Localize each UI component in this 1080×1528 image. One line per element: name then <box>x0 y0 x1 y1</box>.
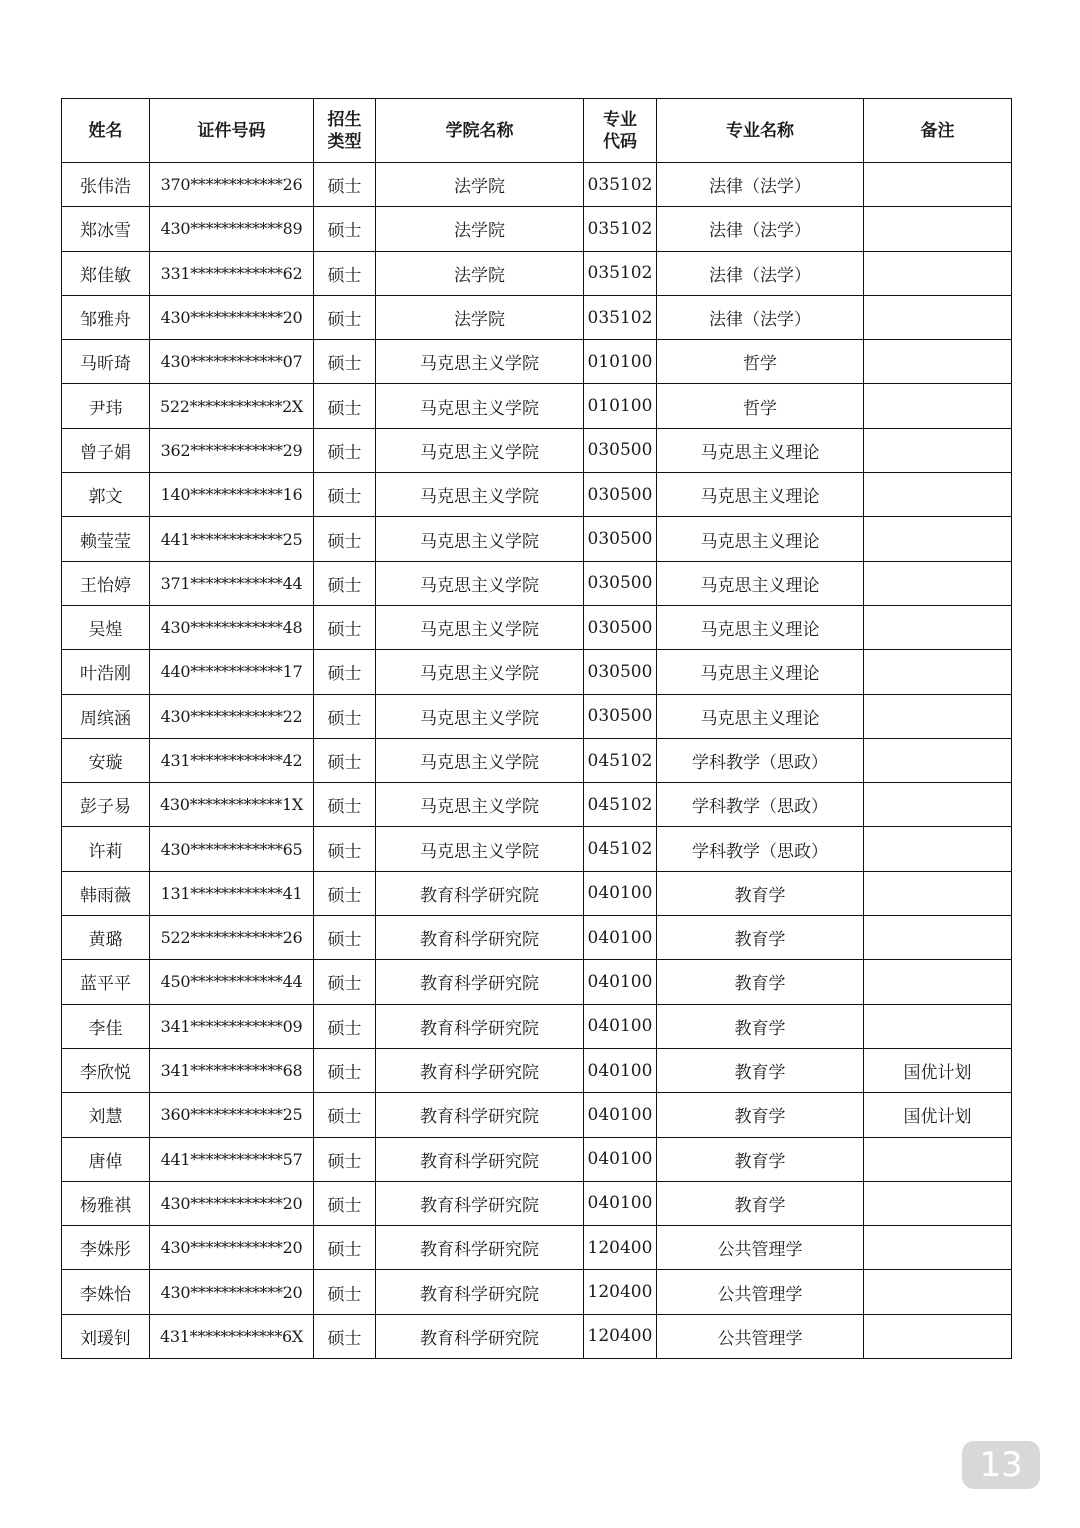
cell-major-code: 040100 <box>584 871 657 915</box>
cell-college: 马克思主义学院 <box>376 650 584 694</box>
cell-major-name: 教育学 <box>657 1093 864 1137</box>
cell-enrollment-type: 硕士 <box>314 295 376 339</box>
cell-major-name: 教育学 <box>657 871 864 915</box>
cell-id-number: 431************6X <box>150 1314 314 1358</box>
cell-major-code: 040100 <box>584 1048 657 1092</box>
table-row <box>62 650 1012 694</box>
cell-name: 彭子易 <box>62 783 150 827</box>
table-row <box>62 251 1012 295</box>
cell-enrollment-type: 硕士 <box>314 251 376 295</box>
cell-enrollment-type: 硕士 <box>314 340 376 384</box>
cell-major-code: 035102 <box>584 163 657 207</box>
header-major-code-line1: 专业 <box>603 109 637 130</box>
cell-major-code: 120400 <box>584 1270 657 1314</box>
header-note: 备注 <box>864 99 1012 163</box>
cell-id-number: 371************44 <box>150 561 314 605</box>
cell-name: 郑冰雪 <box>62 207 150 251</box>
cell-name: 尹玮 <box>62 384 150 428</box>
cell-major-name: 公共管理学 <box>657 1314 864 1358</box>
cell-major-name: 公共管理学 <box>657 1226 864 1270</box>
cell-major-code: 030500 <box>584 473 657 517</box>
cell-id-number: 431************42 <box>150 738 314 782</box>
table-row <box>62 561 1012 605</box>
cell-id-number: 430************22 <box>150 694 314 738</box>
cell-id-number: 140************16 <box>150 473 314 517</box>
table-row <box>62 1181 1012 1225</box>
table-row <box>62 916 1012 960</box>
cell-major-code: 040100 <box>584 960 657 1004</box>
cell-major-name: 马克思主义理论 <box>657 650 864 694</box>
cell-major-code: 010100 <box>584 384 657 428</box>
page-number-badge: 13 <box>962 1441 1040 1489</box>
cell-id-number: 370************26 <box>150 163 314 207</box>
cell-note <box>864 738 1012 782</box>
cell-major-name: 学科教学（思政） <box>657 827 864 871</box>
cell-name: 李姝怡 <box>62 1270 150 1314</box>
cell-name: 韩雨薇 <box>62 871 150 915</box>
table-row <box>62 738 1012 782</box>
table-row <box>62 783 1012 827</box>
cell-major-name: 法律（法学） <box>657 207 864 251</box>
cell-note <box>864 251 1012 295</box>
cell-major-code: 040100 <box>584 1181 657 1225</box>
cell-note <box>864 827 1012 871</box>
cell-major-name: 教育学 <box>657 1004 864 1048</box>
cell-note <box>864 517 1012 561</box>
cell-major-code: 045102 <box>584 738 657 782</box>
cell-major-code: 120400 <box>584 1226 657 1270</box>
cell-name: 马昕琦 <box>62 340 150 384</box>
cell-note <box>864 871 1012 915</box>
cell-id-number: 331************62 <box>150 251 314 295</box>
cell-enrollment-type: 硕士 <box>314 960 376 1004</box>
cell-name: 郭文 <box>62 473 150 517</box>
cell-major-code: 040100 <box>584 1004 657 1048</box>
cell-note <box>864 1004 1012 1048</box>
header-enrollment-type <box>314 99 376 163</box>
cell-id-number: 441************57 <box>150 1137 314 1181</box>
cell-enrollment-type: 硕士 <box>314 1093 376 1137</box>
cell-enrollment-type: 硕士 <box>314 871 376 915</box>
cell-name: 邹雅舟 <box>62 295 150 339</box>
cell-name: 叶浩刚 <box>62 650 150 694</box>
cell-note <box>864 384 1012 428</box>
cell-major-code: 035102 <box>584 251 657 295</box>
cell-college: 马克思主义学院 <box>376 473 584 517</box>
cell-college: 马克思主义学院 <box>376 384 584 428</box>
header-college: 学院名称 <box>376 99 584 163</box>
cell-college: 教育科学研究院 <box>376 871 584 915</box>
cell-id-number: 430************20 <box>150 1181 314 1225</box>
cell-major-name: 法律（法学） <box>657 251 864 295</box>
cell-id-number: 440************17 <box>150 650 314 694</box>
cell-major-name: 马克思主义理论 <box>657 473 864 517</box>
cell-college: 马克思主义学院 <box>376 694 584 738</box>
table-row <box>62 694 1012 738</box>
cell-note <box>864 163 1012 207</box>
cell-note <box>864 1181 1012 1225</box>
cell-id-number: 341************09 <box>150 1004 314 1048</box>
cell-college: 教育科学研究院 <box>376 1314 584 1358</box>
table-row <box>62 605 1012 649</box>
table-row <box>62 1314 1012 1358</box>
cell-note <box>864 428 1012 472</box>
cell-enrollment-type: 硕士 <box>314 384 376 428</box>
cell-major-name: 哲学 <box>657 340 864 384</box>
cell-note: 国优计划 <box>864 1093 1012 1137</box>
cell-note <box>864 783 1012 827</box>
cell-name: 王怡婷 <box>62 561 150 605</box>
cell-major-code: 120400 <box>584 1314 657 1358</box>
cell-enrollment-type: 硕士 <box>314 650 376 694</box>
cell-college: 法学院 <box>376 163 584 207</box>
cell-major-code: 010100 <box>584 340 657 384</box>
cell-major-name: 哲学 <box>657 384 864 428</box>
cell-major-code: 040100 <box>584 916 657 960</box>
cell-id-number: 522************26 <box>150 916 314 960</box>
cell-enrollment-type: 硕士 <box>314 428 376 472</box>
cell-name: 李姝彤 <box>62 1226 150 1270</box>
cell-college: 法学院 <box>376 251 584 295</box>
cell-name: 蓝平平 <box>62 960 150 1004</box>
cell-id-number: 341************68 <box>150 1048 314 1092</box>
cell-id-number: 360************25 <box>150 1093 314 1137</box>
cell-note <box>864 1270 1012 1314</box>
cell-id-number: 522************2X <box>150 384 314 428</box>
cell-major-name: 教育学 <box>657 960 864 1004</box>
cell-note <box>864 605 1012 649</box>
cell-major-code: 030500 <box>584 517 657 561</box>
cell-college: 教育科学研究院 <box>376 960 584 1004</box>
cell-id-number: 430************89 <box>150 207 314 251</box>
cell-college: 法学院 <box>376 295 584 339</box>
cell-college: 马克思主义学院 <box>376 517 584 561</box>
cell-note <box>864 340 1012 384</box>
cell-college: 马克思主义学院 <box>376 428 584 472</box>
header-major-code-line2: 代码 <box>603 131 637 152</box>
cell-enrollment-type: 硕士 <box>314 517 376 561</box>
cell-college: 马克思主义学院 <box>376 340 584 384</box>
cell-note <box>864 1137 1012 1181</box>
cell-enrollment-type: 硕士 <box>314 1226 376 1270</box>
cell-name: 黄璐 <box>62 916 150 960</box>
table-row <box>62 473 1012 517</box>
table-row <box>62 1137 1012 1181</box>
table-row <box>62 1093 1012 1137</box>
table-row <box>62 295 1012 339</box>
header-major-code <box>584 99 657 163</box>
cell-enrollment-type: 硕士 <box>314 1270 376 1314</box>
cell-name: 吴煌 <box>62 605 150 649</box>
table-row <box>62 207 1012 251</box>
cell-enrollment-type: 硕士 <box>314 1048 376 1092</box>
cell-college: 马克思主义学院 <box>376 827 584 871</box>
cell-enrollment-type: 硕士 <box>314 738 376 782</box>
header-enrollment-type-line1: 招生 <box>327 109 362 130</box>
cell-major-name: 学科教学（思政） <box>657 738 864 782</box>
cell-enrollment-type: 硕士 <box>314 1181 376 1225</box>
cell-id-number: 450************44 <box>150 960 314 1004</box>
cell-id-number: 430************65 <box>150 827 314 871</box>
cell-enrollment-type: 硕士 <box>314 916 376 960</box>
table-row <box>62 163 1012 207</box>
cell-major-code: 030500 <box>584 650 657 694</box>
cell-college: 教育科学研究院 <box>376 1270 584 1314</box>
table-row <box>62 871 1012 915</box>
cell-major-name: 教育学 <box>657 1048 864 1092</box>
cell-major-name: 教育学 <box>657 1137 864 1181</box>
cell-id-number: 430************20 <box>150 295 314 339</box>
cell-name: 杨雅祺 <box>62 1181 150 1225</box>
table-row <box>62 1270 1012 1314</box>
table-header-row <box>62 99 1012 163</box>
cell-major-code: 030500 <box>584 605 657 649</box>
cell-major-name: 法律（法学） <box>657 163 864 207</box>
cell-college: 教育科学研究院 <box>376 1137 584 1181</box>
cell-major-name: 教育学 <box>657 1181 864 1225</box>
cell-note <box>864 694 1012 738</box>
cell-name: 刘瑗钊 <box>62 1314 150 1358</box>
cell-college: 教育科学研究院 <box>376 1226 584 1270</box>
header-major-name: 专业名称 <box>657 99 864 163</box>
cell-name: 安璇 <box>62 738 150 782</box>
cell-major-name: 马克思主义理论 <box>657 561 864 605</box>
cell-major-name: 公共管理学 <box>657 1270 864 1314</box>
cell-major-name: 马克思主义理论 <box>657 428 864 472</box>
cell-major-code: 030500 <box>584 694 657 738</box>
cell-college: 马克思主义学院 <box>376 561 584 605</box>
table-row <box>62 1048 1012 1092</box>
cell-id-number: 430************48 <box>150 605 314 649</box>
header-enrollment-type-line2: 类型 <box>327 131 362 152</box>
cell-note <box>864 295 1012 339</box>
table-row <box>62 1226 1012 1270</box>
cell-note <box>864 960 1012 1004</box>
cell-major-code: 035102 <box>584 207 657 251</box>
table-row <box>62 340 1012 384</box>
cell-enrollment-type: 硕士 <box>314 783 376 827</box>
table-row <box>62 517 1012 561</box>
cell-note <box>864 561 1012 605</box>
cell-note <box>864 1226 1012 1270</box>
cell-major-code: 030500 <box>584 561 657 605</box>
cell-enrollment-type: 硕士 <box>314 1137 376 1181</box>
admission-roster-table <box>61 98 1012 1359</box>
table-row <box>62 428 1012 472</box>
cell-enrollment-type: 硕士 <box>314 1314 376 1358</box>
cell-major-code: 045102 <box>584 783 657 827</box>
cell-college: 教育科学研究院 <box>376 1093 584 1137</box>
header-id-number: 证件号码 <box>150 99 314 163</box>
cell-id-number: 430************07 <box>150 340 314 384</box>
cell-major-name: 法律（法学） <box>657 295 864 339</box>
cell-major-code: 040100 <box>584 1093 657 1137</box>
cell-name: 唐倬 <box>62 1137 150 1181</box>
cell-id-number: 362************29 <box>150 428 314 472</box>
cell-id-number: 430************20 <box>150 1226 314 1270</box>
cell-id-number: 430************1X <box>150 783 314 827</box>
cell-name: 李佳 <box>62 1004 150 1048</box>
table-row <box>62 960 1012 1004</box>
cell-enrollment-type: 硕士 <box>314 827 376 871</box>
cell-name: 曾子娟 <box>62 428 150 472</box>
cell-college: 教育科学研究院 <box>376 1181 584 1225</box>
cell-name: 许莉 <box>62 827 150 871</box>
cell-name: 周缤涵 <box>62 694 150 738</box>
cell-college: 马克思主义学院 <box>376 605 584 649</box>
cell-note <box>864 207 1012 251</box>
cell-id-number: 131************41 <box>150 871 314 915</box>
cell-note: 国优计划 <box>864 1048 1012 1092</box>
cell-note <box>864 916 1012 960</box>
cell-major-name: 学科教学（思政） <box>657 783 864 827</box>
cell-college: 教育科学研究院 <box>376 916 584 960</box>
cell-note <box>864 473 1012 517</box>
cell-college: 马克思主义学院 <box>376 783 584 827</box>
cell-name: 李欣悦 <box>62 1048 150 1092</box>
cell-major-name: 马克思主义理论 <box>657 605 864 649</box>
cell-major-code: 040100 <box>584 1137 657 1181</box>
table-body <box>62 163 1012 1359</box>
cell-id-number: 430************20 <box>150 1270 314 1314</box>
header-name: 姓名 <box>62 99 150 163</box>
cell-enrollment-type: 硕士 <box>314 1004 376 1048</box>
cell-enrollment-type: 硕士 <box>314 561 376 605</box>
table-row <box>62 384 1012 428</box>
cell-major-name: 教育学 <box>657 916 864 960</box>
cell-college: 教育科学研究院 <box>376 1004 584 1048</box>
cell-name: 张伟浩 <box>62 163 150 207</box>
cell-id-number: 441************25 <box>150 517 314 561</box>
cell-major-code: 035102 <box>584 295 657 339</box>
table-row <box>62 827 1012 871</box>
cell-name: 赖莹莹 <box>62 517 150 561</box>
cell-major-name: 马克思主义理论 <box>657 694 864 738</box>
table-row <box>62 1004 1012 1048</box>
cell-enrollment-type: 硕士 <box>314 694 376 738</box>
cell-major-code: 045102 <box>584 827 657 871</box>
cell-major-code: 030500 <box>584 428 657 472</box>
cell-college: 马克思主义学院 <box>376 738 584 782</box>
cell-enrollment-type: 硕士 <box>314 473 376 517</box>
cell-note <box>864 650 1012 694</box>
cell-major-name: 马克思主义理论 <box>657 517 864 561</box>
cell-college: 教育科学研究院 <box>376 1048 584 1092</box>
cell-college: 法学院 <box>376 207 584 251</box>
cell-enrollment-type: 硕士 <box>314 207 376 251</box>
cell-name: 刘慧 <box>62 1093 150 1137</box>
cell-note <box>864 1314 1012 1358</box>
cell-name: 郑佳敏 <box>62 251 150 295</box>
cell-enrollment-type: 硕士 <box>314 163 376 207</box>
cell-enrollment-type: 硕士 <box>314 605 376 649</box>
